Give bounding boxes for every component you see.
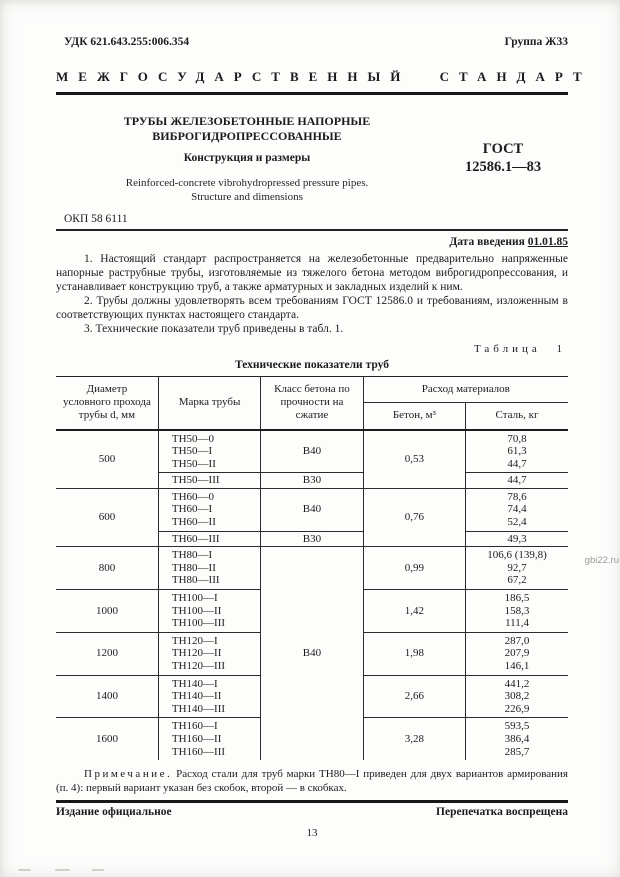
scan-artifact [55, 869, 70, 871]
document-title-english-line2: Structure and dimensions [191, 190, 303, 203]
reprint-prohibited-label: Перепечатка воспрещена [436, 805, 568, 818]
header-class: Класс бетона по прочности на сжатие [261, 376, 363, 430]
spec-table [56, 376, 568, 761]
cell-mark: ТН100—I ТН100—II ТН100—III [158, 590, 260, 633]
top-meta-row [56, 0, 568, 48]
header-diameter: Диаметр условного прохода трубы d, мм [56, 376, 158, 430]
cell-mark: ТН140—I ТН140—II ТН140—III [158, 675, 260, 718]
cell-steel: 78,6 74,4 52,4 [466, 488, 568, 531]
udk-code: УДК 621.643.255:006.354 [64, 36, 190, 48]
table-row [56, 488, 568, 531]
cell-mark: ТН50—III [158, 473, 260, 489]
cell-diameter: 600 [56, 488, 158, 546]
footer-rule [56, 800, 568, 803]
cell-diameter: 500 [56, 430, 158, 489]
header-rule [56, 92, 568, 95]
standard-type-banner: МЕЖГОСУДАРСТВЕННЫЙ СТАНДАРТ [56, 69, 592, 84]
header-materials: Расход материалов [363, 376, 568, 402]
scan-artifact [18, 869, 31, 871]
title-block [56, 114, 568, 204]
document-title-line1: ТРУБЫ ЖЕЛЕЗОБЕТОННЫЕ НАПОРНЫЕ [123, 114, 371, 128]
introduction-date [56, 236, 568, 248]
paragraph-3: 3. Технические показатели труб приведены в табл. 1. [84, 322, 344, 335]
cell-concrete: 0,53 [363, 430, 465, 489]
cell-diameter: 1000 [56, 590, 158, 633]
cell-steel: 287,0 207,9 146,1 [466, 632, 568, 675]
scan-artifact [92, 869, 104, 871]
gost-designation [438, 141, 568, 176]
page-number: 13 [306, 826, 318, 839]
document-subtitle: Конструкция и размеры [183, 152, 311, 164]
table-row [56, 547, 568, 590]
cell-mark: ТН120—I ТН120—II ТН120—III [158, 632, 260, 675]
title-right-column [438, 114, 568, 204]
table-row [56, 430, 568, 473]
cell-mark: ТН60—0 ТН60—I ТН60—II [158, 488, 260, 531]
cell-steel: 593,5 386,4 285,7 [466, 718, 568, 760]
paragraph-1: 1. Настоящий стандарт распространяется на железобетонные предварительно напряженные напорные раструбные трубы, изготовляемые из тяжелого бетона методом виброгидропрессования, и устанавливает конструкцию труб, а также арматурных и закладных изделий к ним. [56, 252, 568, 293]
cell-diameter: 1200 [56, 632, 158, 675]
cell-steel: 106,6 (139,8) 92,7 67,2 [466, 547, 568, 590]
gost-number: 12586.1—83 [464, 158, 542, 175]
cell-mark: ТН60—III [158, 531, 260, 547]
introduction-date-value: 01.01.85 [527, 235, 568, 248]
okp-rule [56, 229, 568, 231]
table-title: Технические показатели труб [235, 358, 389, 371]
title-left-column [56, 114, 438, 204]
header-steel: Сталь, кг [466, 402, 568, 430]
document-title-english-line1: Reinforced-concrete vibrohydropressed pressure pipes. [125, 177, 369, 189]
cell-diameter: 1400 [56, 675, 158, 718]
note-label: Примечание. [84, 768, 173, 781]
okp-code: ОКП 58 6111 [64, 213, 128, 225]
group-code: Группа Ж33 [504, 36, 568, 48]
cell-class: В40 [261, 488, 363, 531]
cell-mark: ТН50—0 ТН50—I ТН50—II [158, 430, 260, 473]
cell-class: В40 [261, 547, 363, 760]
cell-mark: ТН160—I ТН160—II ТН160—III [158, 718, 260, 760]
page-content [56, 0, 592, 839]
cell-class: В30 [261, 473, 363, 489]
cell-steel: 186,5 158,3 111,4 [466, 590, 568, 633]
cell-steel: 44,7 [466, 473, 568, 489]
cell-concrete: 0,76 [363, 488, 465, 546]
cell-class: В40 [261, 430, 363, 473]
note-text: Расход стали для труб марки ТН80—I приведен для двух вариантов армирования (п. 4): первый вариант указан без скобок, второй — в скобках. [56, 768, 568, 795]
table-note [56, 767, 568, 795]
introduction-date-label: Дата введения [449, 235, 525, 248]
document-title [56, 114, 438, 143]
cell-steel: 441,2 308,2 226,9 [466, 675, 568, 718]
official-edition-label: Издание официальное [56, 805, 172, 818]
document-title-english [56, 177, 438, 204]
spec-table-body [56, 430, 568, 761]
paragraph-2: 2. Трубы должны удовлетворять всем требованиям ГОСТ 12586.0 и требованиям, изложенным в соответствующих пунктах настоящего стандарта. [56, 294, 568, 321]
cell-steel: 49,3 [466, 531, 568, 547]
spec-table-header [56, 376, 568, 430]
cell-diameter: 1600 [56, 718, 158, 760]
cell-concrete: 0,99 [363, 547, 465, 590]
cell-steel: 70,8 61,3 44,7 [466, 430, 568, 473]
cell-concrete: 1,98 [363, 632, 465, 675]
cell-concrete: 1,42 [363, 590, 465, 633]
cell-mark: ТН80—I ТН80—II ТН80—III [158, 547, 260, 590]
header-row-1 [56, 376, 568, 402]
document-title-line2: ВИБРОГИДРОПРЕССОВАННЫЕ [152, 128, 342, 143]
header-concrete: Бетон, м³ [363, 402, 465, 430]
cell-concrete: 3,28 [363, 718, 465, 760]
cell-concrete: 2,66 [363, 675, 465, 718]
cell-diameter: 800 [56, 547, 158, 590]
body-paragraphs [56, 252, 568, 336]
header-mark: Марка трубы [158, 376, 260, 430]
table-number-label: Таблица 1 [473, 342, 566, 355]
site-watermark: gbi22.ru [584, 555, 619, 566]
footer-row [56, 806, 568, 818]
gost-label: ГОСТ [482, 141, 524, 157]
cell-class: В30 [261, 531, 363, 547]
